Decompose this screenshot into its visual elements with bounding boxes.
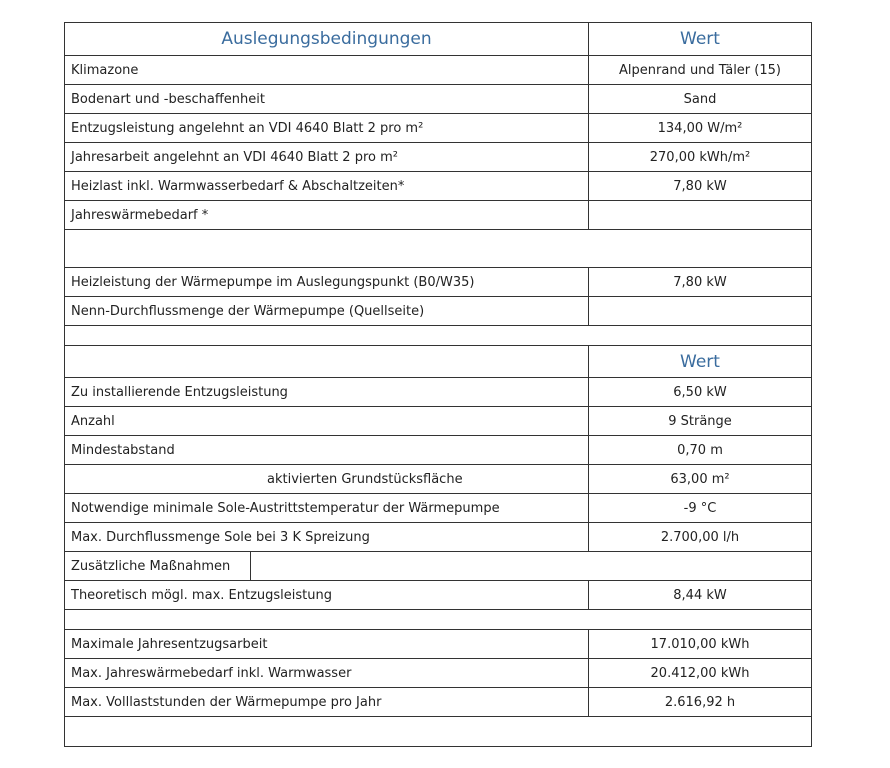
table-row	[64, 85, 812, 114]
table-row	[64, 436, 812, 465]
additional-measures-row	[64, 552, 812, 581]
row-label: Jahresarbeit angelehnt an VDI 4640 Blatt 2 pro m²	[65, 143, 589, 171]
table-row	[64, 494, 812, 523]
table-row	[64, 143, 812, 172]
table-row	[64, 201, 812, 230]
table-header-row	[64, 22, 812, 56]
header-title: Auslegungsbedingungen	[65, 23, 589, 55]
header-value-col: Wert	[680, 29, 720, 49]
row-label: Bodenart und -beschaffenheit	[65, 85, 589, 113]
table-row	[64, 465, 812, 494]
row-value: Sand	[683, 91, 717, 107]
row-label: Mindestabstand	[65, 436, 589, 464]
table-row	[64, 407, 812, 436]
row-label: Klimazone	[65, 56, 589, 84]
row-label: aktivierten Grundstücksfläche	[65, 465, 589, 493]
row-value: Alpenrand und Täler (15)	[619, 62, 781, 78]
row-label: Max. Jahreswärmebedarf inkl. Warmwasser	[65, 659, 589, 687]
table-row	[64, 56, 812, 85]
spacer-row	[64, 717, 812, 747]
row-label: Maximale Jahresentzugsarbeit	[65, 630, 589, 658]
spacer-row	[64, 326, 812, 346]
table-row	[64, 114, 812, 143]
row-label: Notwendige minimale Sole-Austrittstemperatur der Wärmepumpe	[65, 494, 589, 522]
row-label: Theoretisch mögl. max. Entzugsleistung	[65, 581, 589, 609]
row-value: 270,00 kWh/m²	[649, 149, 751, 165]
section-value-col: Wert	[680, 351, 720, 372]
row-value: 8,44 kW	[673, 587, 727, 603]
row-value: 17.010,00 kWh	[650, 636, 750, 652]
additional-measures-label: Zusätzliche Maßnahmen	[65, 552, 251, 580]
row-value: 2.616,92 h	[664, 694, 736, 710]
empty-cell	[251, 552, 811, 580]
table-row	[64, 268, 812, 297]
row-label: Anzahl	[65, 407, 589, 435]
row-value: 2.700,00 l/h	[660, 529, 740, 545]
table-row	[64, 688, 812, 717]
row-value: 9 Stränge	[668, 413, 732, 429]
row-label: Jahreswärmebedarf *	[65, 201, 589, 229]
empty-cell	[65, 346, 589, 377]
row-value: -9 °C	[683, 500, 717, 516]
empty-cell	[65, 717, 811, 746]
row-label: Zu installierende Entzugsleistung	[65, 378, 589, 406]
row-value: 63,00 m²	[670, 471, 730, 487]
empty-cell	[65, 610, 811, 629]
row-value: 7,80 kW	[673, 178, 727, 194]
table-row	[64, 172, 812, 201]
empty-cell	[65, 326, 811, 345]
row-label: Nenn-Durchflussmenge der Wärmepumpe (Quellseite)	[65, 297, 589, 325]
row-label: Heizlast inkl. Warmwasserbedarf & Abschaltzeiten*	[65, 172, 589, 200]
table-row	[64, 523, 812, 552]
row-value	[589, 297, 811, 325]
table-row	[64, 378, 812, 407]
row-value: 6,50 kW	[673, 384, 727, 400]
row-value: 20.412,00 kWh	[650, 665, 750, 681]
row-value: 0,70 m	[677, 442, 723, 458]
table-row	[64, 297, 812, 326]
table-row	[64, 630, 812, 659]
row-value: 134,00 W/m²	[657, 120, 743, 136]
spacer-row	[64, 230, 812, 268]
row-label: Heizleistung der Wärmepumpe im Auslegungspunkt (B0/W35)	[65, 268, 589, 296]
spacer-row	[64, 610, 812, 630]
row-label: Max. Durchflussmenge Sole bei 3 K Spreizung	[65, 523, 589, 551]
row-label: Entzugsleistung angelehnt an VDI 4640 Blatt 2 pro m²	[65, 114, 589, 142]
row-label: Max. Volllaststunden der Wärmepumpe pro Jahr	[65, 688, 589, 716]
empty-cell	[65, 230, 811, 267]
table-row	[64, 659, 812, 688]
table-row	[64, 581, 812, 610]
design-conditions-table	[64, 22, 812, 747]
row-value: 7,80 kW	[673, 274, 727, 290]
row-value	[589, 201, 811, 229]
section-header-row	[64, 346, 812, 378]
